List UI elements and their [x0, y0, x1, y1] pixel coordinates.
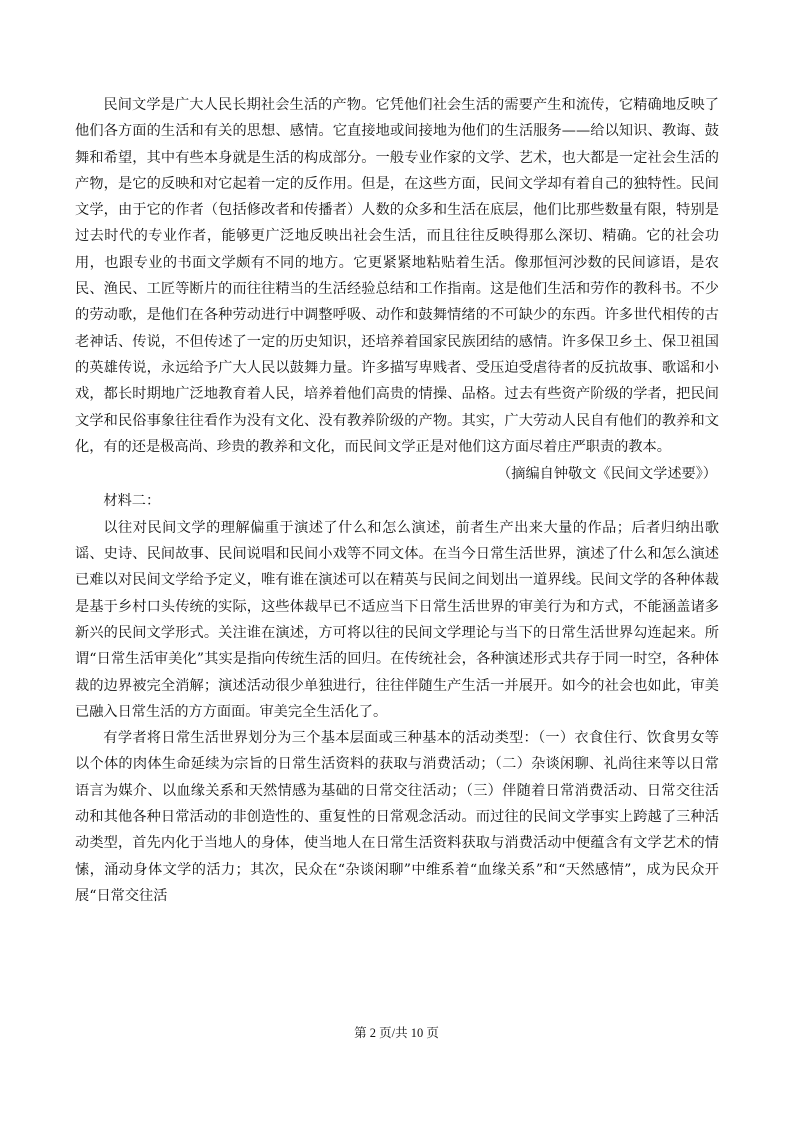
material-two-paragraph-1: 以往对民间文学的理解偏重于演述了什么和怎么演述，前者生产出来大量的作品；后者归纳出歌谣、史诗、民间故事、民间说唱和民间小戏等不同文体。在当今日常生活世界，演述了什么和怎么演述已难以对民间文学给予定义，唯有谁在演述可以在精英与民间之间划出一道界线。民间文学的各种体裁是基于乡村口头传统的实际，这些体裁早已不适应当下日常生活世界的审美行为和方式，不能涵盖诸多新兴的民间文学形式。关注谁在演述，方可将以往的民间文学理论与当下的日常生活世界勾连起来。所谓“日常生活审美化”其实是指向传统生活的回归。在传统社会，各种演述形式共存于同一时空，各种体裁的边界被完全消解；演述活动很少单独进行，往往伴随生产生活一并展开。如今的社会也如此，审美已融入日常生活的方方面面。审美完全生活化了。 — [75, 519, 719, 720]
material-two-label: 材料二： — [103, 493, 161, 510]
material-one-paragraph: 民间文学是广大人民长期社会生活的产物。它凭他们社会生活的需要产生和流传，它精确地反映了他们各方面的生活和有关的思想、感情。它直接地或间接地为他们的生活服务——给以知识、教诲、鼓舞和希望，其中有些本身就是生活的构成部分。一般专业作家的文学、艺术，也大都是一定社会生活的产物，是它的反映和对它起着一定的反作用。但是，在这些方面，民间文学却有着自己的独特性。民间文学，由于它的作者（包括修改者和传播者）人数的众多和生活在底层，他们比那些数量有限，特别是过去时代的专业作者，能够更广泛地反映出社会生活，而且往往反映得那么深切、精确。它的社会功用，也跟专业的书面文学颇有不同的地方。它更紧紧地粘贴着生活。像那恒河沙数的民间谚语，是农民、渔民、工匠等断片的而往往精当的生活经验总结和工作指南。这是他们生活和劳作的教科书。不少的劳动歌，是他们在各种劳动进行中调整呼吸、动作和鼓舞情绪的不可缺少的东西。许多世代相传的古老神话、传说，不但传述了一定的历史知识，还培养着国家民族团结的感情。许多保卫乡土、保卫祖国的英雄传说，永远给予广大人民以鼓舞力量。许多描写卑贱者、受压迫受虐待者的反抗故事、歌谣和小戏，都长时期地广泛地教育着人民，培养着他们高贵的情操、品格。过去有些资产阶级的学者，把民间文学和民俗事象往往看作为没有文化、没有教养阶级的产物。其实，广大劳动人民自有他们的教养和文化，有的还是极高尚、珍贵的教养和文化，而民间文学正是对他们这方面尽着庄严职责的教本。 — [75, 97, 719, 455]
page-footer: 第 2 页/共 10 页 — [354, 1026, 439, 1040]
document-page — [75, 92, 719, 909]
material-two-paragraph-2: 有学者将日常生活世界划分为三个基本层面或三种基本的活动类型：（一）衣食住行、饮食男女等以个体的肉体生命延续为宗旨的日常生活资料的获取与消费活动；（二）杂谈闲聊、礼尚往来等以日常语言为媒介、以血缘关系和天然情感为基础的日常交往活动；（三）伴随着日常消费活动、日常交往活动和其他各种日常活动的非创造性的、重复性的日常观念活动。而过往的民间文学事实上跨越了三种活动类型，首先内化于当地人的身体，使当地人在日常生活资料获取与消费活动中便蕴含有文学艺术的情愫，涌动身体文学的活力；其次，民众在“杂谈闲聊”中维系着“血缘关系”和“天然感情”，成为民众开展“日常交往活 — [75, 730, 719, 904]
citation: （摘编自钟敬文《民间文学述要》） — [497, 466, 717, 483]
